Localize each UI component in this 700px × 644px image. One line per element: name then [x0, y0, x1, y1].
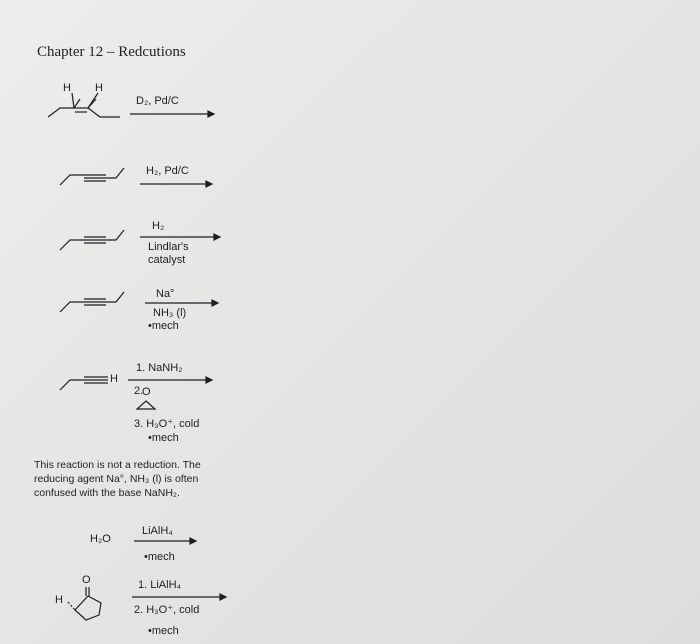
r4-reagent-1: Na°	[156, 288, 175, 300]
r4-reagent-3: •mech	[148, 320, 179, 332]
r1-reagent: D₂, Pd/C	[136, 95, 179, 107]
r1-atom-h-left: H	[63, 82, 71, 94]
r2-reagent: H₂, Pd/C	[146, 165, 189, 177]
r5-reagent-2: 2.	[134, 385, 144, 397]
r1-atom-h-right: H	[95, 82, 103, 94]
r7-ring	[75, 596, 101, 620]
r2-chain-right	[106, 168, 124, 178]
note-line-1: This reaction is not a reduction. The	[34, 459, 201, 471]
r5-arrowhead	[206, 377, 212, 383]
r4-arrowhead	[212, 300, 218, 306]
r1-left-h-bond	[72, 93, 74, 108]
r2-arrowhead	[206, 181, 212, 187]
note-line-3: confused with the base NaNH₂.	[34, 487, 180, 499]
r7-arrowhead	[220, 594, 226, 600]
r5-reagent-1: 1. NaNH₂	[136, 362, 183, 374]
r6-reactant: H₂O	[90, 533, 111, 545]
r7-reagent-2: 2. H₃O⁺, cold	[134, 604, 200, 616]
r5-reagent-4: •mech	[148, 432, 179, 444]
r7-wedge-h	[68, 602, 75, 610]
reaction-6-structure	[134, 538, 196, 544]
r5-reagent-3: 3. H₃O⁺, cold	[134, 418, 200, 430]
r6-reagent-1: LiAlH₄	[142, 525, 173, 537]
r6-arrowhead	[190, 538, 196, 544]
r5-atom-h: H	[110, 373, 118, 385]
r4-chain-right	[106, 292, 124, 302]
r3-arrowhead	[214, 234, 220, 240]
r4-chain-left	[60, 302, 84, 312]
r1-arrowhead	[208, 111, 214, 117]
page-title: Chapter 12 – Redcutions	[37, 44, 186, 60]
r3-reagent-2: Lindlar's	[148, 241, 189, 253]
r4-reagent-2: NH₃ (l)	[153, 307, 187, 319]
r1-right-h-bond	[88, 93, 98, 108]
r5-epoxide-oxygen: O	[142, 386, 151, 398]
reaction-4-structure	[60, 292, 218, 312]
r5-epoxide-ring	[137, 401, 155, 409]
r7-reagent-1: 1. LiAlH₄	[138, 579, 182, 591]
reaction-3-structure	[60, 230, 220, 250]
r6-reagent-2: •mech	[144, 551, 175, 563]
r7-atom-h: H	[55, 594, 63, 606]
r3-chain-right	[106, 230, 124, 240]
r2-chain-left	[60, 175, 84, 185]
reaction-1-structure	[48, 93, 214, 117]
reaction-2-structure	[60, 168, 212, 187]
r5-chain-left	[60, 380, 84, 390]
note-line-2: reducing agent Na°, NH₃ (l) is often	[34, 473, 199, 485]
reduction-note	[34, 458, 254, 500]
r1-right-tail	[88, 108, 120, 117]
r3-chain-left	[60, 240, 84, 250]
r7-reagent-3: •mech	[148, 625, 179, 637]
r3-reagent-1: H₂	[152, 220, 165, 232]
r3-reagent-3: catalyst	[148, 254, 186, 266]
r7-atom-o: O	[82, 574, 91, 586]
